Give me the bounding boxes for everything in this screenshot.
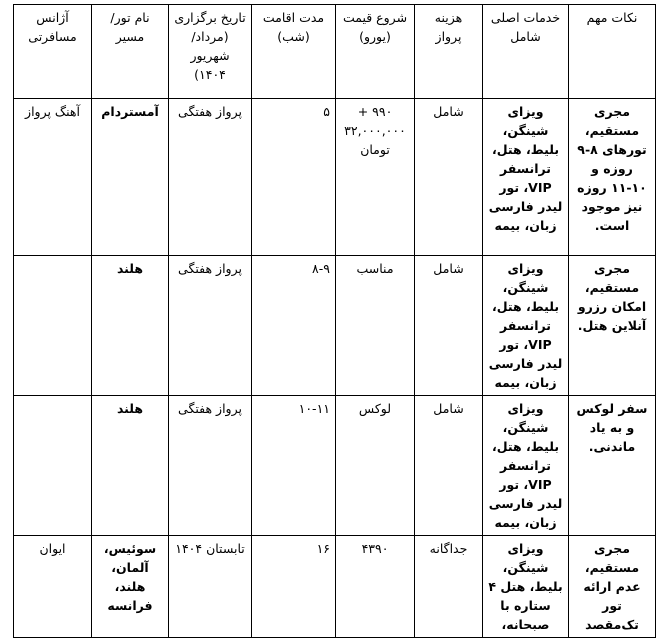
cell-date: پرواز هفتگی bbox=[169, 396, 252, 536]
cell-tour-name: هلند bbox=[92, 256, 169, 396]
cell-flight-cost: شامل bbox=[415, 256, 483, 396]
cell-tour-name: سوئیس، آلمان، هلند، فرانسه bbox=[92, 536, 169, 638]
cell-start-price: ۹۹۰ + ۳۲,۰۰۰,۰۰۰ تومان bbox=[336, 99, 415, 256]
cell-services: ویزای شینگن، بلیط، هتل، ترانسفر VIP، تور لیدر فارسی زبان، بیمه bbox=[483, 256, 569, 396]
cell-notes: مجری مستقیم، تورهای ۸-۹ روزه و ۱۰-۱۱ روزه نیز موجود است. bbox=[569, 99, 656, 256]
header-duration: مدت اقامت (شب) bbox=[252, 5, 336, 99]
cell-notes: مجری مستقیم، امکان رزرو آنلاین هتل. bbox=[569, 256, 656, 396]
cell-services: ویزای شینگن، بلیط، هتل ۴ ستاره با صبحانه، bbox=[483, 536, 569, 638]
cell-duration: ۸-۹ bbox=[252, 256, 336, 396]
header-date: تاریخ برگزاری (مرداد/شهریور ۱۴۰۴) bbox=[169, 5, 252, 99]
cell-agency bbox=[14, 256, 92, 396]
cell-start-price: ۴۳۹۰ bbox=[336, 536, 415, 638]
header-notes: نکات مهم bbox=[569, 5, 656, 99]
cell-notes: مجری مستقیم، عدم ارائه تور تک‌مقصد bbox=[569, 536, 656, 638]
header-services: خدمات اصلی شامل bbox=[483, 5, 569, 99]
cell-flight-cost: شامل bbox=[415, 99, 483, 256]
table-row bbox=[14, 99, 656, 256]
cell-agency bbox=[14, 396, 92, 536]
cell-date: پرواز هفتگی bbox=[169, 256, 252, 396]
cell-date: پرواز هفتگی bbox=[169, 99, 252, 256]
header-agency: آژانس مسافرتی bbox=[14, 5, 92, 99]
cell-agency: آهنگ پرواز bbox=[14, 99, 92, 256]
cell-tour-name: هلند bbox=[92, 396, 169, 536]
cell-agency: ایوان bbox=[14, 536, 92, 638]
table-row bbox=[14, 396, 656, 536]
cell-date: تابستان ۱۴۰۴ bbox=[169, 536, 252, 638]
cell-duration: ۱۶ bbox=[252, 536, 336, 638]
cell-services: ویزای شینگن، بلیط، هتل، ترانسفر VIP، تور لیدر فارسی زبان، بیمه bbox=[483, 396, 569, 536]
cell-duration: ۱۰-۱۱ bbox=[252, 396, 336, 536]
cell-start-price: لوکس bbox=[336, 396, 415, 536]
cell-flight-cost: شامل bbox=[415, 396, 483, 536]
cell-duration: ۵ bbox=[252, 99, 336, 256]
cell-tour-name: آمستردام bbox=[92, 99, 169, 256]
table-row bbox=[14, 256, 656, 396]
header-flight-cost: هزینه پرواز bbox=[415, 5, 483, 99]
cell-services: ویزای شینگن، بلیط، هتل، ترانسفر VIP، تور لیدر فارسی زبان، بیمه bbox=[483, 99, 569, 256]
header-row bbox=[14, 5, 656, 99]
table-row bbox=[14, 536, 656, 638]
cell-notes: سفر لوکس و به یاد ماندنی. bbox=[569, 396, 656, 536]
cell-start-price: مناسب bbox=[336, 256, 415, 396]
header-start-price: شروع قیمت (یورو) bbox=[336, 5, 415, 99]
header-tour-name: نام تور/مسیر bbox=[92, 5, 169, 99]
tours-table bbox=[13, 4, 656, 638]
cell-flight-cost: جداگانه bbox=[415, 536, 483, 638]
